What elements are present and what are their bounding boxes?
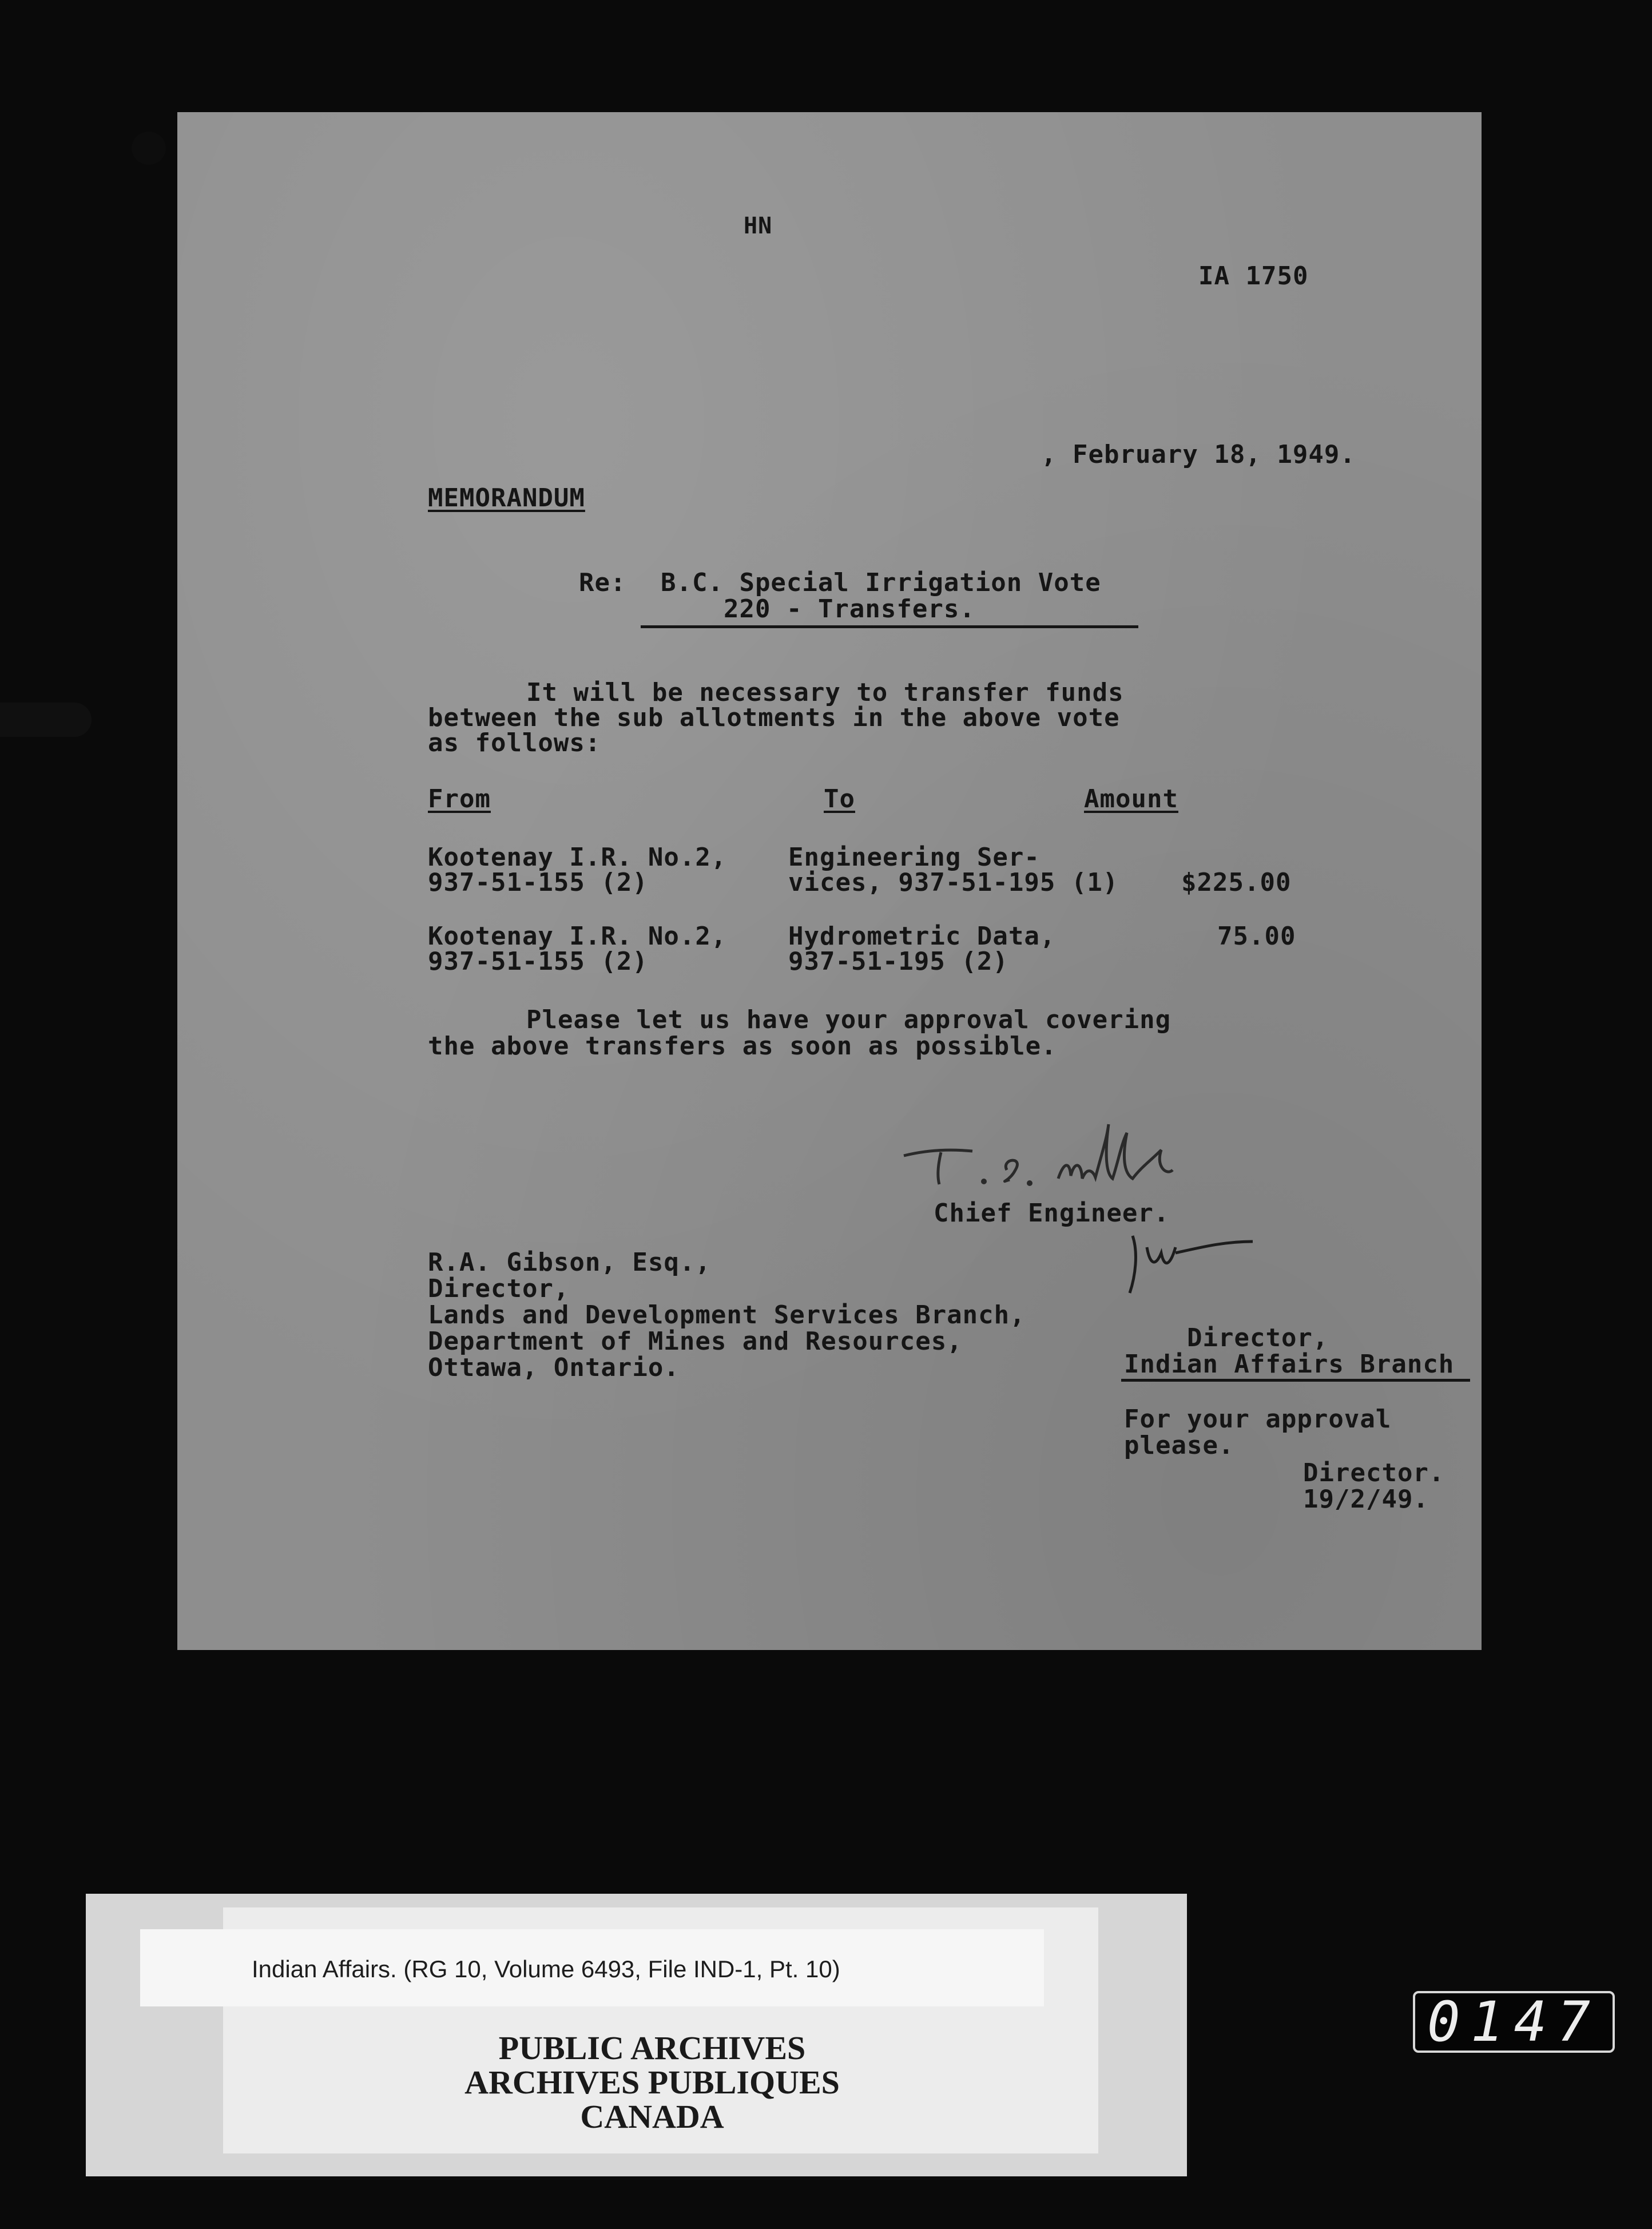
row-2-to-line-1: Hydrometric Data, — [788, 922, 1056, 951]
file-reference: IA 1750 — [1198, 261, 1309, 291]
column-to: To — [824, 784, 855, 814]
routing-line-2: Indian Affairs Branch — [1124, 1350, 1455, 1379]
row-1-from-line-2: 937-51-155 (2) — [428, 868, 648, 897]
row-1-from-line-1: Kootenay I.R. No.2, — [428, 843, 727, 872]
approval-line-2: please. — [1124, 1431, 1234, 1460]
row-1-to-line-1: Engineering Ser- — [788, 843, 1040, 872]
approval-signature: Director. — [1303, 1458, 1445, 1488]
intro-line-2: between the sub allotments in the above vote — [428, 703, 1120, 732]
signer-title: Chief Engineer. — [934, 1199, 1170, 1228]
addressee-line-5: Ottawa, Ontario. — [428, 1353, 680, 1382]
closing-line-2: the above transfers as soon as possible. — [428, 1032, 1057, 1061]
addressee-line-3: Lands and Development Services Branch, — [428, 1300, 1026, 1330]
column-amount: Amount — [1084, 784, 1178, 814]
approval-line-1: For your approval — [1124, 1405, 1392, 1434]
row-1-amount: $225.00 — [1181, 868, 1292, 897]
handwritten-initials — [1121, 1213, 1258, 1304]
archive-name — [400, 2031, 904, 2134]
punch-hole — [132, 132, 166, 165]
memo-date: , February 18, 1949. — [1041, 440, 1356, 469]
row-2-from-line-2: 937-51-155 (2) — [428, 947, 648, 976]
subject-line-1: B.C. Special Irrigation Vote — [661, 568, 1101, 597]
row-2-from-line-1: Kootenay I.R. No.2, — [428, 922, 727, 951]
memo-heading: MEMORANDUM — [428, 483, 585, 513]
addressee-line-1: R.A. Gibson, Esq., — [428, 1248, 711, 1277]
archive-name-line-3: CANADA — [580, 2098, 724, 2135]
archive-name-line-1: PUBLIC ARCHIVES — [498, 2029, 806, 2067]
row-1-to-line-2: vices, 937-51-195 (1) — [788, 868, 1119, 897]
routing-line-1: Director, — [1187, 1323, 1329, 1353]
paper-clip-shadow — [0, 703, 92, 737]
addressee-line-2: Director, — [428, 1274, 570, 1303]
row-2-to-line-2: 937-51-195 (2) — [788, 947, 1008, 976]
column-from: From — [428, 784, 491, 814]
archive-reference: Indian Affairs. (RG 10, Volume 6493, File IND-1, Pt. 10) — [252, 1956, 840, 1982]
subject-line-2: 220 - Transfers. — [724, 594, 975, 624]
top-mark: HN — [744, 213, 773, 239]
handwritten-signature — [892, 1116, 1213, 1201]
row-2-amount: 75.00 — [1217, 922, 1296, 951]
intro-line-3: as follows: — [428, 728, 601, 757]
approval-date: 19/2/49. — [1303, 1485, 1429, 1514]
intro-line-1: It will be necessary to transfer funds — [526, 678, 1124, 707]
closing-line-1: Please let us have your approval covering — [526, 1005, 1172, 1034]
addressee-line-4: Department of Mines and Resources, — [428, 1327, 963, 1356]
frame-number: 0147 — [1413, 1991, 1615, 2053]
subject-underline — [641, 625, 1138, 628]
archive-name-line-2: ARCHIVES PUBLIQUES — [464, 2064, 840, 2101]
re-label: Re: — [579, 568, 626, 597]
routing-underline — [1121, 1379, 1470, 1382]
